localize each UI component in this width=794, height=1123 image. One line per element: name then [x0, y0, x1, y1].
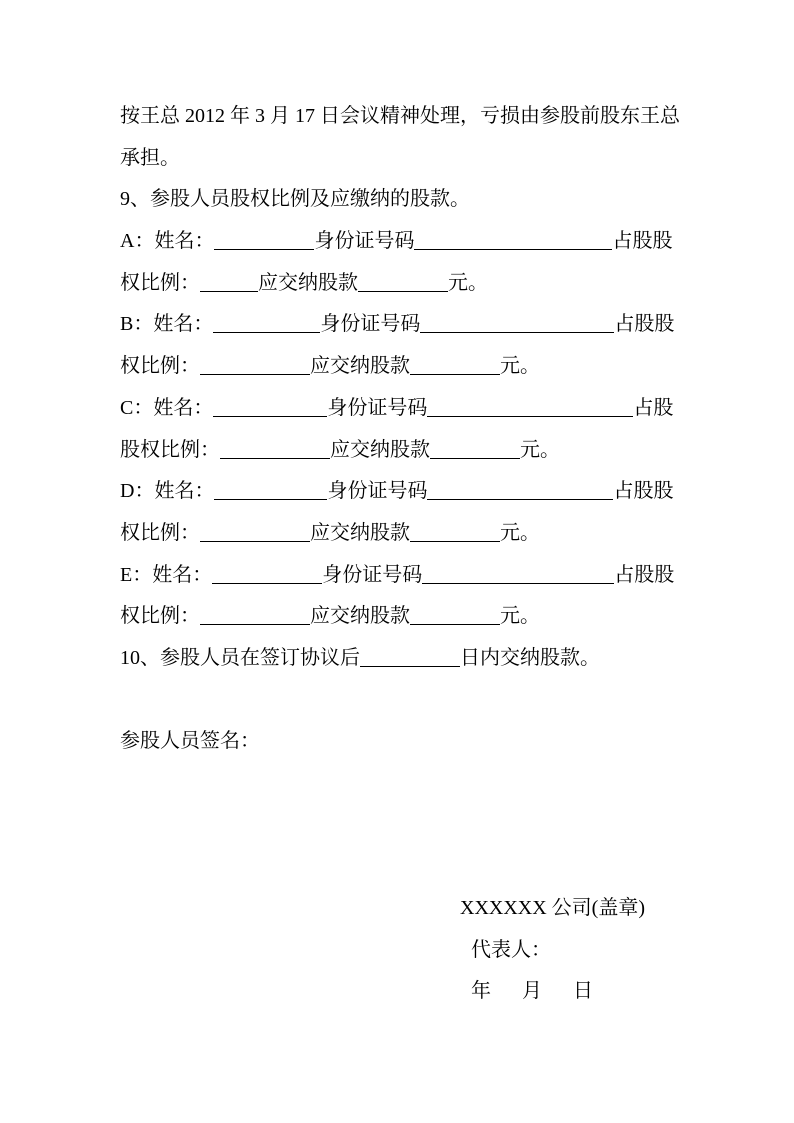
item-10-line [120, 638, 720, 680]
shareholder-d-share-label-end: 权比例： [120, 521, 200, 544]
shareholder-e-line-1 [120, 555, 720, 597]
item-10-prefix: 10、参股人员在签订协议后 [120, 646, 360, 669]
shareholder-d-unit: 元。 [500, 521, 540, 544]
shareholder-e-name-blank [212, 565, 322, 584]
shareholder-a-ratio-blank [200, 273, 258, 292]
shareholder-d-ratio-blank [200, 523, 310, 542]
shareholder-e-share-label-start: 占股股 [614, 563, 675, 586]
shareholder-c-name-label: C：姓名： [120, 396, 214, 419]
shareholder-c-id-blank [427, 398, 633, 417]
intro-line-2: 承担。 [120, 146, 180, 169]
shareholder-c-line-2 [120, 430, 720, 472]
date-line [120, 971, 720, 1013]
shareholder-e-id-label: 身份证号码 [322, 563, 423, 586]
shareholder-d-line-1 [120, 471, 720, 513]
shareholder-b-unit: 元。 [500, 355, 540, 378]
shareholder-c-id-label: 身份证号码 [327, 396, 428, 419]
date-month: 月 [522, 980, 542, 1003]
shareholder-d-name-blank [214, 481, 327, 500]
shareholder-e-payment-blank [410, 606, 500, 625]
item-10-days-blank [360, 648, 460, 667]
shareholder-b-name-blank [213, 314, 320, 333]
shareholder-a-id-label: 身份证号码 [314, 230, 415, 253]
item-9-heading: 9、参股人员股权比例及应缴纳的股款。 [120, 188, 470, 211]
shareholder-b-payment-label: 应交纳股款 [310, 355, 410, 378]
shareholder-d-name-label: D：姓名： [120, 480, 215, 503]
shareholder-b-share-label-start: 占股股 [614, 313, 675, 336]
shareholder-c-payment-blank [430, 440, 520, 459]
shareholder-d-share-label-start: 占股股 [613, 480, 674, 503]
shareholder-e-share-label-end: 权比例： [120, 605, 200, 628]
shareholder-a-payment-blank [358, 273, 448, 292]
signature-label: 参股人员签名： [120, 730, 260, 753]
shareholder-b-name-label: B：姓名： [120, 313, 214, 336]
shareholder-d-id-blank [427, 481, 613, 500]
shareholder-e-payment-label: 应交纳股款 [310, 605, 410, 628]
shareholder-b-id-blank [420, 314, 614, 333]
shareholder-b-line-2 [120, 346, 720, 388]
shareholder-d-id-label: 身份证号码 [327, 480, 428, 503]
shareholder-c-share-label-start: 占股 [633, 396, 674, 419]
company-seal-line: XXXXXX 公司(盖章) [460, 897, 645, 920]
date-day: 日 [573, 980, 593, 1003]
shareholder-b-share-label-end: 权比例： [120, 355, 200, 378]
shareholder-b-id-label: 身份证号码 [320, 313, 421, 336]
shareholder-a-share-label-end: 权比例： [120, 271, 200, 294]
shareholder-c-payment-label: 应交纳股款 [330, 438, 430, 461]
intro-line-1: 按王总 2012 年 3 月 17 日会议精神处理，亏损由参股前股东王总 [120, 105, 680, 127]
shareholder-b-payment-blank [410, 356, 500, 375]
document-page [120, 96, 720, 1013]
shareholder-a-line-1 [120, 221, 720, 263]
shareholder-c-share-label-end: 股权比例： [120, 438, 220, 461]
shareholder-c-name-blank [213, 398, 327, 417]
shareholder-c-ratio-blank [220, 440, 330, 459]
shareholder-b-line-1 [120, 304, 720, 346]
item-10-suffix: 日内交纳股款。 [460, 646, 600, 669]
shareholder-a-share-label-start: 占股股 [612, 230, 673, 253]
date-year: 年 [471, 980, 491, 1003]
shareholder-a-id-blank [414, 231, 612, 250]
shareholder-a-unit: 元。 [448, 271, 488, 294]
shareholder-a-line-2 [120, 263, 720, 305]
shareholder-a-name-blank [214, 231, 314, 250]
shareholder-e-id-blank [422, 565, 614, 584]
shareholder-d-payment-label: 应交纳股款 [310, 521, 410, 544]
shareholder-d-payment-blank [410, 523, 500, 542]
shareholder-e-name-label: E：姓名： [120, 563, 213, 586]
shareholder-c-line-1 [120, 388, 720, 430]
shareholder-d-line-2 [120, 513, 720, 555]
shareholder-e-line-2 [120, 596, 720, 638]
representative-label: 代表人： [471, 938, 551, 961]
shareholder-b-ratio-blank [200, 356, 310, 375]
shareholder-c-unit: 元。 [520, 438, 560, 461]
shareholder-e-unit: 元。 [500, 605, 540, 628]
shareholder-e-ratio-blank [200, 606, 310, 625]
shareholder-a-name-label: A：姓名： [120, 230, 215, 253]
shareholder-a-payment-label: 应交纳股款 [258, 271, 358, 294]
